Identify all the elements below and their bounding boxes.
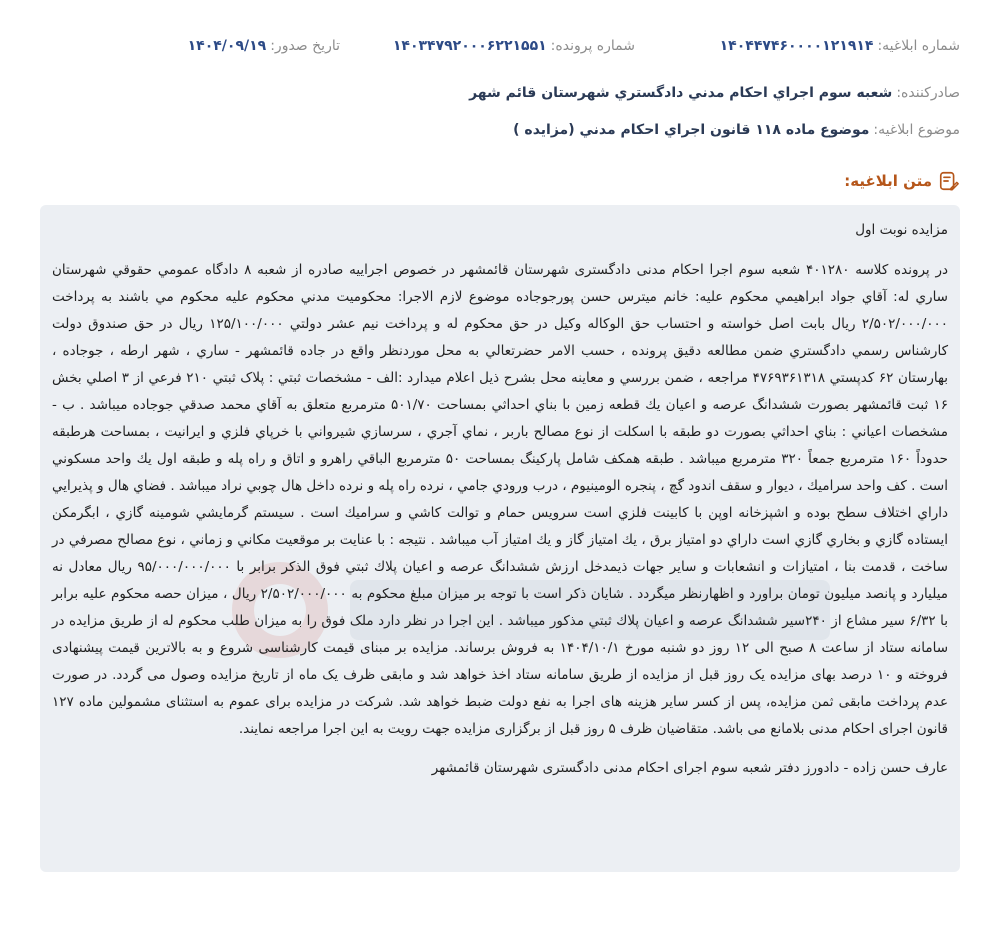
- issuer-label: صادرکننده:: [896, 85, 960, 101]
- case-number-group: [393, 38, 635, 54]
- subject-row: [40, 122, 960, 138]
- notice-text: [52, 217, 948, 782]
- issuer: شعبه سوم اجراي احكام مدني دادگستري شهرستان قائم شهر: [469, 85, 893, 101]
- subject: موضوع ماده ۱۱۸ قانون اجراي احكام مدني (مزايده ): [513, 122, 870, 138]
- notice-body: در پرونده کلاسه ۴۰۱۲۸۰ شعبه سوم اجرا احکام مدنی دادگستری شهرستان قائمشهر در خصوص اجراییه صادره از شعبه ۸ دادگاه عمومي حقوقي شهرستان ساري له: آقاي جواد ابراهيمي محکوم عليه: خانم ميترس حسن پورجوجاده موضوع لازم الاجرا: محکوميت مدني محکوم عليه محکوم مي باشند به پرداخت ۲/۵۰۲/۰۰۰/۰۰۰ ريال بابت اصل خواسته و احتساب حق الوکاله وکيل در حق محکوم له و پرداخت نيم عشر دولتي ۱۲۵/۱۰۰/۰۰۰ ريال در حق صندوق دولت کارشناس رسمي دادگستري ضمن مطالعه دقيق پرونده ، حسب الامر حضرتعالي به محل موردنظر واقع در جاده قائمشهر - ساري ، شهر ارطه ، جوجاده ، بهارستان ۶۲ کدپستي ۴۷۶۹۳۶۱۳۱۸ مراجعه ، ضمن بررسي و معاينه محل بشرح ذيل اعلام ميدارد :الف - مشخصات ثبتي : پلاک ثبتي ۲۱۰ فرعي از ۳ اصلي بخش ۱۶ ثبت قائمشهر بصورت ششدانگ عرصه و اعيان يك قطعه زمين با بناي احداثي بمساحت ۵۰۱/۷۰ مترمربع متعلق به آقاي محمد صدقي جوجاده ميباشد . ب - مشخصات اعياني : بناي احداثي بصورت دو طبقه با اسکلت از نوع مصالح باربر ، نماي آجري ، سرسازي شيرواني با خرپاي فلزي و ايرانيت ، بمساحت هرطبقه حدوداً ۱۶۰ مترمربع جمعاً ۳۲۰ مترمربع ميباشد . طبقه همکف شامل پارکينگ بمساحت ۵۰ مترمربع الباقي راهرو و اتاق و راه پله و طبقه اول يك واحد مسكوني است . كف واحد سراميك ، ديوار و سقف اندود گچ ، پنجره الومينيوم ، درب ورودي جامي ، نرده راه پله و نرده داخل هال چوبي نراد ميباشد . فضاي هال و پذيرايي داراي اختلاف سطح بوده و اشپزخانه اوپن با كابينت فلزي است سرويس حمام و توالت كاشي و سراميك است . سيستم گرمايشي شومينه گازي ، ابگرمكن ايستاده گازي و بخاري گازي است داراي دو امتياز برق ، يك امتياز گاز و يك امتياز آب ميباشد . نتيجه : با عنايت بر موقعيت مكاني و زماني ، نوع مصالح مصرفي در ساخت ، قدمت بنا ، امتيازات و انشعابات و ساير جهات ذيمدخل ارزش ششدانگ عرصه و اعيان پلاك ثبتي فوق الذكر برابر با ۹۵/۰۰۰/۰۰۰/۰۰۰ ريال معادل نه ميليارد و پانصد ميليون تومان براورد و اظهارنظر ميگردد . شايان ذکر است با توجه بر ميزان مبلغ محکوم به ۲/۵۰۲/۰۰۰/۰۰۰ ريال ، ميزان حصه محکوم عليه برابر با ۶/۳۲ سير مشاع از ۲۴۰سير ششدانگ عرصه و اعيان پلاك ثبتي مذكور ميباشد . اين اجرا در نظر دارد ملک فوق را به ميزان طلب محکوم له از طريق مزايده در سامانه ستاد از ساعت ۸ صبح الی ۱۲ روز دو شنبه مورخ ۱۴۰۴/۱۰/۱ به فروش برساند. مزايده بر مبنای قيمت کارشناسی شروع و به بالاترين قيمت پيشنهادی فروخته و ۱۰ درصد بهای مزايده يک روز قبل از مزايده از طريق سامانه ستاد اخذ خواهد شد و مابقی ظرف يک ماه از تاريخ مزايده وصول می گردد. در صورت عدم پرداخت مابقی ثمن مزايده، پس از کسر ساير هزينه های اجرا به نفع دولت ضبط خواهد شد. شرکت در مزايده برای عموم به استثنای مشمولين ماده ۱۲۷ قانون اجرای احکام مدنی بلامانع می باشد. متقاضيان ظرف ۵ روز قبل از برگزاری مزايده جهت رويت به اين اجرا مراجعه نمايند.: [52, 262, 949, 737]
- issue-date-group: [188, 38, 340, 54]
- notice-text-header: [844, 170, 960, 192]
- case-number-label: شماره پرونده:: [550, 38, 635, 54]
- notice-heading: مزایده نوبت اول: [855, 222, 948, 238]
- notice-number-group: [720, 38, 960, 54]
- case-number: ۱۴۰۳۴۷۹۲۰۰۰۶۲۲۱۵۵۱: [392, 38, 547, 54]
- document-edit-icon: [938, 170, 960, 192]
- issue-date-label: تاریخ صدور:: [270, 38, 340, 54]
- subject-label: موضوع ابلاغیه:: [873, 122, 960, 138]
- notice-text-title: متن ابلاغیه:: [844, 172, 932, 190]
- notice-number: ۱۴۰۴۴۷۴۶۰۰۰۰۱۲۱۹۱۴: [719, 38, 874, 54]
- notice-number-label: شماره ابلاغیه:: [877, 38, 960, 54]
- notice-text-panel: [40, 205, 960, 872]
- issue-date: ۱۴۰۴/۰۹/۱۹: [187, 38, 267, 54]
- issuer-row: [40, 85, 960, 101]
- notice-signature: عارف حسن زاده - دادورز دفتر شعبه سوم اجرای احکام مدنی دادگستری شهرستان قائمشهر: [431, 760, 948, 776]
